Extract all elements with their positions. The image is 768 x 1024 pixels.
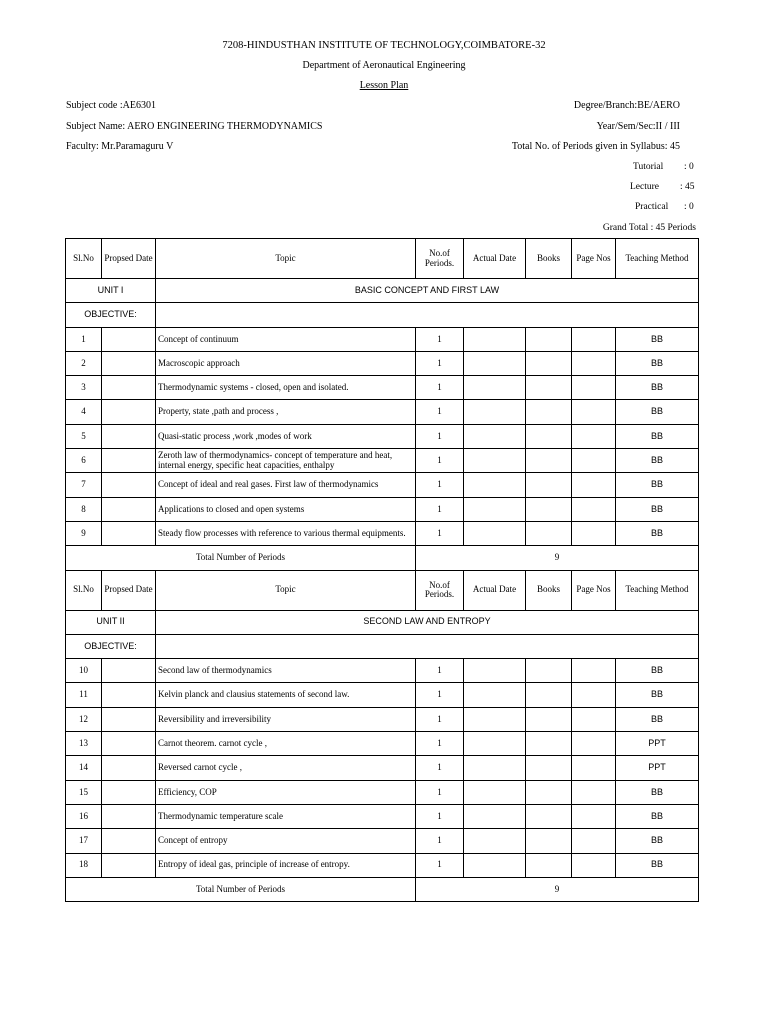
proposed-date-cell [102,400,156,424]
subject-name: Subject Name: AERO ENGINEERING THERMODYNAMICS [66,121,323,132]
page-nos-cell [572,376,616,400]
header-actual-date: Actual Date [464,570,526,610]
actual-date-cell [464,756,526,780]
topic-cell: Concept of ideal and real gases. First law of thermodynamics [156,473,416,497]
books-cell [526,659,572,683]
page-nos-cell [572,683,616,707]
lesson-plan-table [65,238,699,902]
periods-cell: 1 [416,449,464,473]
books-cell [526,853,572,877]
table-row [66,497,699,521]
table-row [66,327,699,351]
books-cell [526,707,572,731]
header-actual-date: Actual Date [464,239,526,279]
sl-no-cell: 14 [66,756,102,780]
topic-cell: Entropy of ideal gas, principle of increase of entropy. [156,853,416,877]
proposed-date-cell [102,424,156,448]
table-row [66,853,699,877]
table-row [66,732,699,756]
table-row [66,756,699,780]
periods-cell: 1 [416,829,464,853]
header-books: Books [526,570,572,610]
objective-content [156,634,699,658]
books-cell [526,683,572,707]
total-periods-row [66,877,699,901]
proposed-date-cell [102,376,156,400]
periods-cell: 1 [416,327,464,351]
teaching-method-cell: BB [616,521,699,545]
proposed-date-cell [102,732,156,756]
teaching-method-cell: PPT [616,732,699,756]
header-no-of-periods: No.of Periods. [416,570,464,610]
periods-cell: 1 [416,473,464,497]
teaching-method-cell: BB [616,473,699,497]
page-nos-cell [572,707,616,731]
department-name: Department of Aeronautical Engineering [302,60,466,71]
topic-cell: Property, state ,path and process , [156,400,416,424]
header-page-nos: Page Nos [572,570,616,610]
teaching-method-cell: BB [616,829,699,853]
periods-cell: 1 [416,780,464,804]
unit-label: UNIT II [66,610,156,634]
sl-no-cell: 15 [66,780,102,804]
books-cell [526,497,572,521]
topic-cell: Kelvin planck and clausius statements of second law. [156,683,416,707]
page-nos-cell [572,400,616,424]
teaching-method-cell: PPT [616,756,699,780]
books-cell [526,521,572,545]
unit-row [66,610,699,634]
sl-no-cell: 12 [66,707,102,731]
proposed-date-cell [102,473,156,497]
teaching-method-cell: BB [616,449,699,473]
periods-cell: 1 [416,804,464,828]
periods-cell: 1 [416,756,464,780]
proposed-date-cell [102,351,156,375]
unit-label: UNIT I [66,279,156,303]
header-topic: Topic [156,570,416,610]
actual-date-cell [464,853,526,877]
tutorial-label: Tutorial [633,162,664,172]
sl-no-cell: 10 [66,659,102,683]
periods-cell: 1 [416,707,464,731]
table-row [66,400,699,424]
books-cell [526,351,572,375]
teaching-method-cell: BB [616,853,699,877]
books-cell [526,400,572,424]
sl-no-cell: 4 [66,400,102,424]
actual-date-cell [464,351,526,375]
periods-cell: 1 [416,400,464,424]
lecture-label: Lecture [630,182,660,192]
total-periods-value: 9 [416,877,699,901]
column-header-row [66,570,699,610]
page-nos-cell [572,327,616,351]
books-cell [526,424,572,448]
table-row [66,449,699,473]
topic-cell: Steady flow processes with reference to various thermal equipments. [156,521,416,545]
topic-cell: Reversed carnot cycle , [156,756,416,780]
degree-branch: Degree/Branch:BE/AERO [573,100,680,111]
books-cell [526,780,572,804]
total-periods-label: Total Number of Periods [66,877,416,901]
teaching-method-cell: BB [616,376,699,400]
sl-no-cell: 9 [66,521,102,545]
sl-no-cell: 13 [66,732,102,756]
proposed-date-cell [102,756,156,780]
sl-no-cell: 11 [66,683,102,707]
faculty-name: Faculty: Mr.Paramaguru V [66,141,174,152]
objective-content [156,303,699,327]
sl-no-cell: 5 [66,424,102,448]
actual-date-cell [464,804,526,828]
periods-cell: 1 [416,376,464,400]
sl-no-cell: 8 [66,497,102,521]
books-cell [526,756,572,780]
table-row [66,473,699,497]
sl-no-cell: 18 [66,853,102,877]
topic-cell: Zeroth law of thermodynamics- concept of temperature and heat, internal energy, specific heat capacities, enthalpy [156,449,416,473]
topic-cell: Reversibility and irreversibility [156,707,416,731]
books-cell [526,473,572,497]
header-books: Books [526,239,572,279]
total-periods-label: Total Number of Periods [66,546,416,570]
institute-title: 7208-HINDUSTHAN INSTITUTE OF TECHNOLOGY,COIMBATORE-32 [222,40,546,51]
table-row [66,351,699,375]
proposed-date-cell [102,521,156,545]
sl-no-cell: 16 [66,804,102,828]
topic-cell: Thermodynamic systems - closed, open and isolated. [156,376,416,400]
header-sl-no: Sl.No [66,570,102,610]
sl-no-cell: 1 [66,327,102,351]
teaching-method-cell: BB [616,780,699,804]
page-nos-cell [572,853,616,877]
header-sl-no: Sl.No [66,239,102,279]
column-header-row [66,239,699,279]
actual-date-cell [464,424,526,448]
objective-label: OBJECTIVE: [66,634,156,658]
practical-value: : 0 [684,202,694,212]
actual-date-cell [464,521,526,545]
topic-cell: Carnot theorem. carnot cycle , [156,732,416,756]
actual-date-cell [464,497,526,521]
table-row [66,424,699,448]
table-row [66,780,699,804]
teaching-method-cell: BB [616,351,699,375]
page-nos-cell [572,497,616,521]
objective-row [66,303,699,327]
periods-cell: 1 [416,497,464,521]
periods-cell: 1 [416,424,464,448]
objective-label: OBJECTIVE: [66,303,156,327]
topic-cell: Concept of continuum [156,327,416,351]
proposed-date-cell [102,707,156,731]
page-nos-cell [572,424,616,448]
header-proposed-date: Propsed Date [102,239,156,279]
sl-no-cell: 6 [66,449,102,473]
periods-cell: 1 [416,351,464,375]
periods-cell: 1 [416,659,464,683]
page-nos-cell [572,829,616,853]
page-nos-cell [572,804,616,828]
proposed-date-cell [102,853,156,877]
header-topic: Topic [156,239,416,279]
proposed-date-cell [102,327,156,351]
subject-code: Subject code :AE6301 [66,100,156,111]
books-cell [526,376,572,400]
topic-cell: Applications to closed and open systems [156,497,416,521]
actual-date-cell [464,732,526,756]
grand-total: Grand Total : 45 Periods [602,223,696,233]
actual-date-cell [464,473,526,497]
proposed-date-cell [102,449,156,473]
table-row [66,683,699,707]
periods-cell: 1 [416,732,464,756]
proposed-date-cell [102,683,156,707]
table-row [66,521,699,545]
periods-cell: 1 [416,521,464,545]
actual-date-cell [464,659,526,683]
books-cell [526,732,572,756]
teaching-method-cell: BB [616,400,699,424]
document-title: Lesson Plan [359,80,409,91]
page-nos-cell [572,449,616,473]
actual-date-cell [464,327,526,351]
page-nos-cell [572,780,616,804]
actual-date-cell [464,449,526,473]
teaching-method-cell: BB [616,424,699,448]
topic-cell: Macroscopic approach [156,351,416,375]
table-row [66,376,699,400]
actual-date-cell [464,376,526,400]
proposed-date-cell [102,804,156,828]
header-teaching-method: Teaching Method [616,239,699,279]
header-proposed-date: Propsed Date [102,570,156,610]
page-nos-cell [572,659,616,683]
teaching-method-cell: BB [616,683,699,707]
teaching-method-cell: BB [616,497,699,521]
sl-no-cell: 3 [66,376,102,400]
topic-cell: Efficiency, COP [156,780,416,804]
header-no-of-periods: No.of Periods. [416,239,464,279]
page-nos-cell [572,756,616,780]
actual-date-cell [464,683,526,707]
unit-title: BASIC CONCEPT AND FIRST LAW [156,279,699,303]
sl-no-cell: 17 [66,829,102,853]
topic-cell: Quasi-static process ,work ,modes of work [156,424,416,448]
teaching-method-cell: BB [616,659,699,683]
total-periods-value: 9 [416,546,699,570]
teaching-method-cell: BB [616,804,699,828]
lecture-value: : 45 [680,182,695,192]
total-periods-syllabus: Total No. of Periods given in Syllabus: 45 [511,141,680,152]
actual-date-cell [464,829,526,853]
teaching-method-cell: BB [616,327,699,351]
sl-no-cell: 2 [66,351,102,375]
practical-label: Practical [635,202,669,212]
total-periods-row [66,546,699,570]
unit-title: SECOND LAW AND ENTROPY [156,610,699,634]
header-teaching-method: Teaching Method [616,570,699,610]
header-page-nos: Page Nos [572,239,616,279]
periods-cell: 1 [416,853,464,877]
page-nos-cell [572,473,616,497]
table-row [66,804,699,828]
topic-cell: Second law of thermodynamics [156,659,416,683]
sl-no-cell: 7 [66,473,102,497]
unit-row [66,279,699,303]
books-cell [526,804,572,828]
actual-date-cell [464,400,526,424]
objective-row [66,634,699,658]
proposed-date-cell [102,829,156,853]
books-cell [526,829,572,853]
table-row [66,829,699,853]
proposed-date-cell [102,497,156,521]
table-row [66,659,699,683]
page-nos-cell [572,732,616,756]
topic-cell: Concept of entropy [156,829,416,853]
proposed-date-cell [102,659,156,683]
proposed-date-cell [102,780,156,804]
year-sem-sec: Year/Sem/Sec:II / III [596,121,680,132]
books-cell [526,449,572,473]
books-cell [526,327,572,351]
teaching-method-cell: BB [616,707,699,731]
actual-date-cell [464,707,526,731]
page-nos-cell [572,521,616,545]
tutorial-value: : 0 [684,162,694,172]
topic-cell: Thermodynamic temperature scale [156,804,416,828]
page-nos-cell [572,351,616,375]
table-row [66,707,699,731]
actual-date-cell [464,780,526,804]
periods-cell: 1 [416,683,464,707]
